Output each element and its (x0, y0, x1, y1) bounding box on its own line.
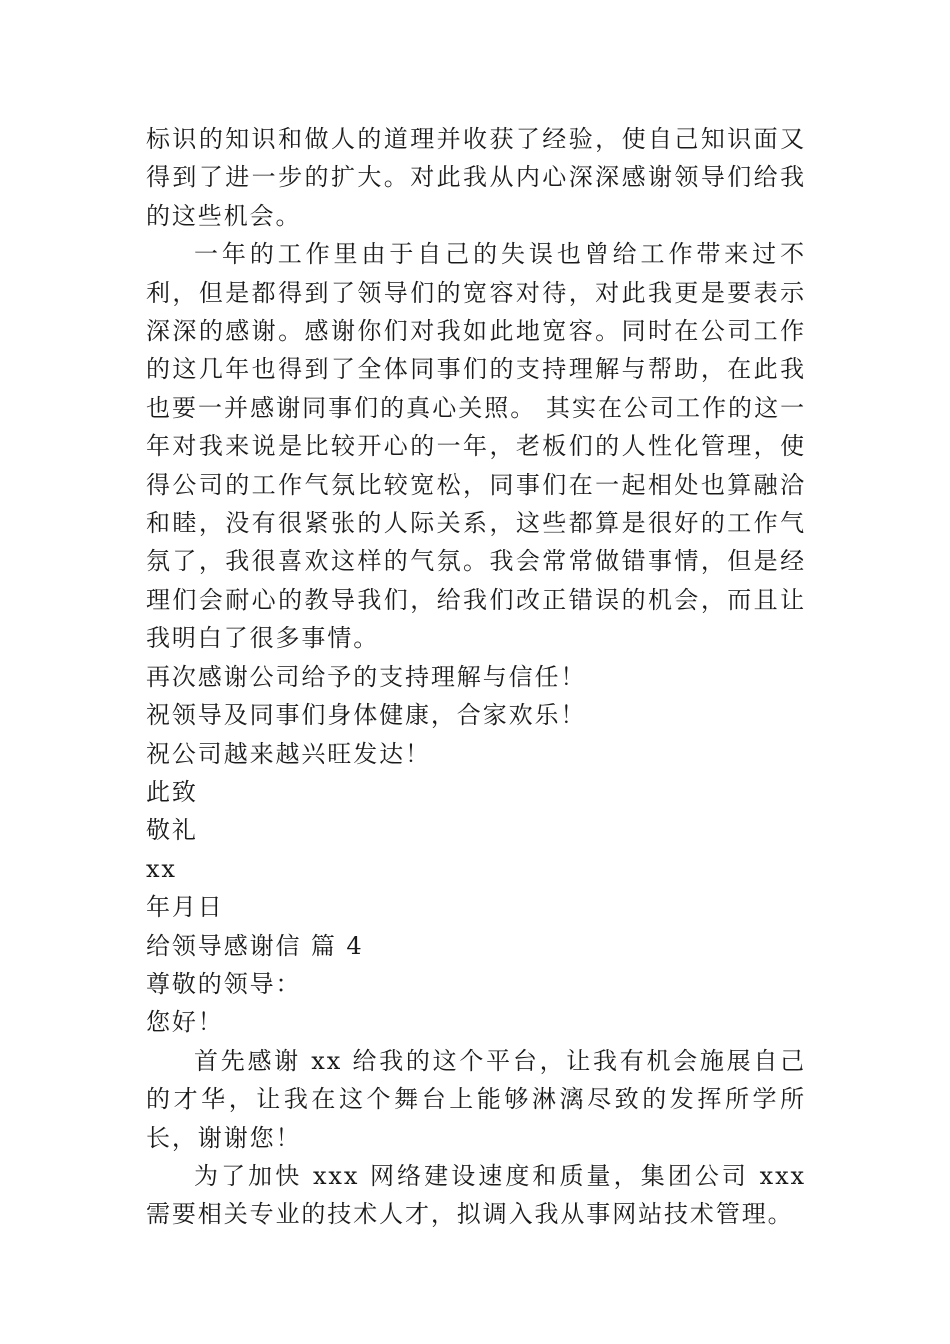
paragraph-gratitude-continued: 标识的知识和做人的道理并收获了经验，使自己知识面又得到了进一步的扩大。对此我从内心深深感谢领导们给我的这些机会。 (146, 125, 806, 230)
line-wish-health: 祝领导及同事们身体健康，合家欢乐！ (146, 701, 587, 730)
paragraph-mistakes-and-colleagues: 一年的工作里由于自己的失误也曾给工作带来过不利，但是都得到了领导们的宽容对待，对此我更是要表示深深的感谢。感谢你们对我如此地宽容。同时在公司工作的这几年也得到了全体同事们的支持理解与帮助，在此我也要一并感谢同事们的真心关照。 其实在公司工作的这一年对我来说是比较开心的一年，老板们的人性化管理，使得公司的工作气氛比较宽松，同事们在一起相处也算融洽和睦，没有很紧张的人际关系，这些都算是很好的工作气氛了，我很喜欢这样的气氛。我会常常做错事情，但是经理们会耐心的教导我们，给我们改正错误的机会，而且让我明白了很多事情。 (146, 240, 806, 653)
line-thanks-again: 再次感谢公司给予的支持理解与信任！ (146, 662, 587, 691)
greeting: 您好！ (146, 1008, 224, 1037)
paragraph-transfer: 为了加快 xxx 网络建设速度和质量，集团公司 xxx 需要相关专业的技术人才，拟调入我从事网站技术管理。 (146, 1161, 806, 1229)
signature-date: 年月日 (146, 893, 224, 922)
signature-name: xx (146, 854, 177, 883)
section-heading: 给领导感谢信 篇 4 (146, 931, 364, 960)
salutation: 尊敬的领导： (146, 969, 302, 998)
paragraph-thanks-platform: 首先感谢 xx 给我的这个平台，让我有机会施展自己的才华，让我在这个舞台上能够淋漓尽致的发挥所学所长，谢谢您！ (146, 1046, 806, 1152)
closing-jingli: 敬礼 (146, 816, 198, 845)
letter-body (146, 120, 806, 1234)
line-wish-prosperity: 祝公司越来越兴旺发达！ (146, 739, 431, 768)
closing-cizhi: 此致 (146, 777, 198, 806)
